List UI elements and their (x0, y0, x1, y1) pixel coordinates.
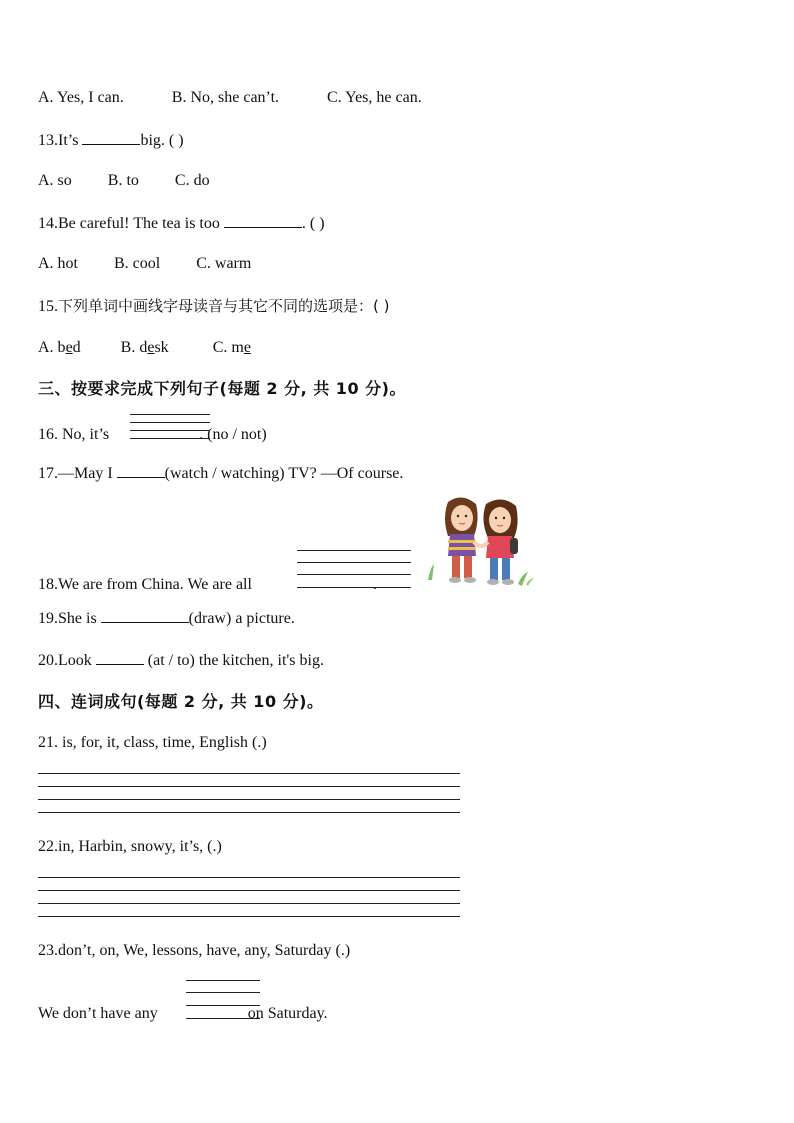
question-14 (38, 213, 325, 234)
question-22 (38, 837, 222, 857)
q14-option-a: A. hot (38, 255, 78, 272)
question-text: It’s (58, 132, 83, 149)
q16-writing-lines[interactable] (130, 412, 210, 440)
q14-option-c: C. warm (196, 255, 252, 272)
q15-option-c (213, 338, 251, 358)
question-23 (38, 941, 350, 961)
q18-writing-lines[interactable] (297, 548, 411, 590)
q13-option-b: B. to (107, 172, 139, 189)
q13-option-a: A. so (38, 172, 72, 189)
q13-options (38, 171, 210, 191)
q21-writing-lines[interactable] (38, 772, 460, 814)
q12-option-b: B. No, she can’t. (171, 89, 280, 106)
question-number: 19. (38, 610, 58, 627)
answer-blank[interactable] (101, 608, 189, 623)
question-13 (38, 130, 184, 151)
q15-options (38, 338, 251, 358)
question-number: 18. (38, 576, 58, 593)
q14-options (38, 254, 251, 274)
question-text: She is (58, 610, 101, 627)
question-text: No, it’s (62, 426, 110, 443)
answer-blank[interactable] (96, 650, 144, 665)
q23-answer-line (38, 1004, 328, 1024)
option-text: d (72, 339, 81, 356)
q15-option-b (121, 338, 169, 358)
question-19 (38, 608, 295, 629)
q12-option-a: A. Yes, I can. (38, 89, 124, 106)
question-number: 13. (38, 132, 58, 149)
question-text: . (372, 576, 377, 593)
question-21 (38, 733, 267, 753)
question-15 (38, 296, 389, 317)
question-17 (38, 463, 403, 484)
question-number: 15. (38, 298, 58, 315)
answer-text: We don’t have any (38, 1005, 158, 1022)
question-20 (38, 650, 324, 671)
answer-blank[interactable] (117, 463, 165, 478)
question-number: 21 (38, 734, 54, 751)
underlined-letter: e (243, 339, 251, 356)
option-text: C. m (212, 339, 244, 356)
q12-option-c: C. Yes, he can. (327, 89, 422, 106)
answer-blank[interactable] (82, 130, 140, 145)
question-text: big. ( ) (140, 132, 184, 149)
question-text: Look (58, 652, 96, 669)
q22-writing-lines[interactable] (38, 876, 460, 918)
two-girls-illustration (424, 494, 538, 590)
question-text: (at / to) the kitchen, it's big. (143, 652, 324, 669)
question-text: Be careful! The tea is too (58, 215, 224, 232)
question-text: . ( ) (301, 215, 325, 232)
option-text: A. b (38, 339, 66, 356)
question-number: 23. (38, 942, 58, 959)
section-4-heading: 四、连词成句(每题 2 分, 共 10 分)。 (38, 692, 324, 711)
option-text: B. d (120, 339, 148, 356)
question-text: 下列单词中画线字母读音与其它不同的选项是：( ) (58, 297, 390, 315)
section-3-heading: 三、按要求完成下列句子(每题 2 分, 共 10 分)。 (38, 379, 406, 398)
question-number: 22. (38, 838, 58, 855)
underlined-letter: e (147, 339, 155, 356)
question-text: (draw) a picture. (188, 610, 295, 627)
q15-option-a (38, 338, 81, 358)
question-number: 20. (38, 652, 58, 669)
q13-option-c: C. do (174, 172, 210, 189)
question-text: (watch / watching) TV? —Of course. (164, 465, 404, 482)
question-text: don’t, on, We, lessons, have, any, Saturday (.) (58, 942, 351, 959)
question-text: We are from China. We are all (58, 576, 252, 593)
answer-blank[interactable] (224, 213, 302, 228)
q12-options (38, 88, 422, 108)
answer-text: on Saturday. (247, 1005, 328, 1022)
question-number: 14. (38, 215, 58, 232)
question-number: 17. (38, 465, 58, 482)
option-text: sk (154, 339, 169, 356)
underlined-letter: e (65, 339, 73, 356)
question-number: 16. (38, 426, 62, 443)
question-text: in, Harbin, snowy, it’s, (.) (58, 838, 222, 855)
question-text: . is, for, it, class, time, English (.) (54, 734, 267, 751)
question-text: . (no / not) (199, 426, 267, 443)
question-text: —May I (58, 465, 117, 482)
q23-writing-lines[interactable] (186, 978, 260, 1020)
q14-option-b: B. cool (114, 255, 161, 272)
